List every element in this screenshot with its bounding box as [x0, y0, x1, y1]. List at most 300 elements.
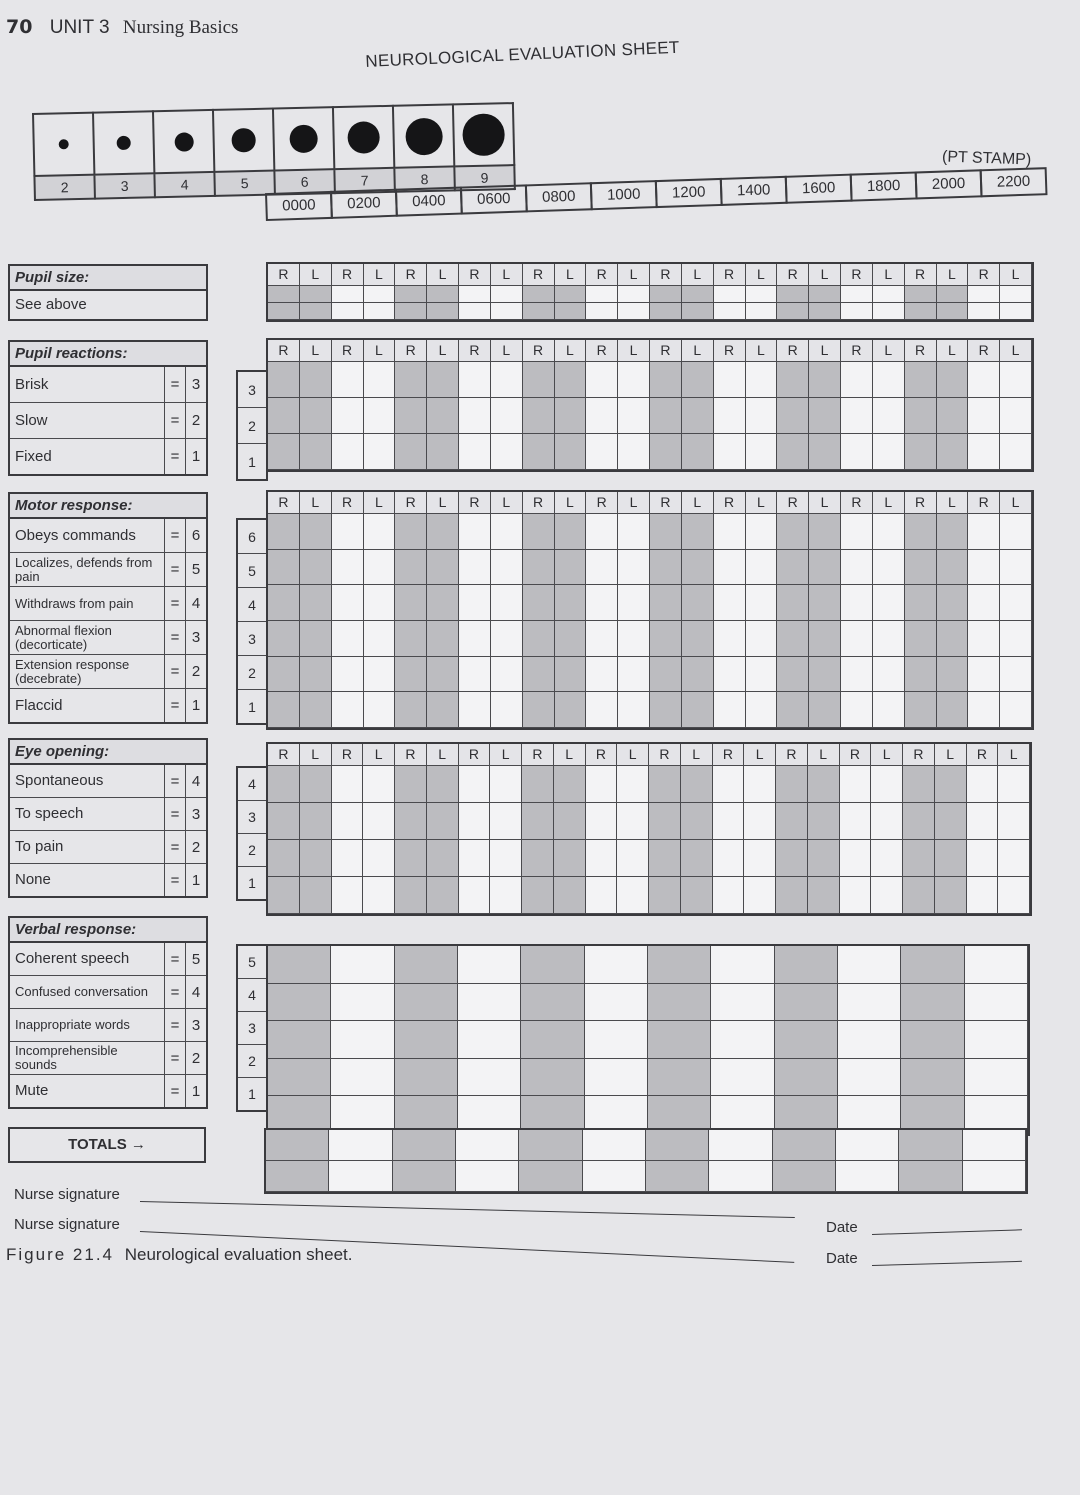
entry-cell[interactable]: [935, 766, 967, 803]
entry-cell[interactable]: [905, 657, 937, 693]
entry-cell[interactable]: [873, 585, 905, 621]
entry-cell[interactable]: [427, 434, 459, 470]
entry-cell[interactable]: [746, 692, 778, 728]
entry-cell[interactable]: [491, 514, 523, 550]
entry-cell[interactable]: [395, 621, 427, 657]
entry-cell[interactable]: [808, 840, 840, 877]
entry-cell[interactable]: [364, 434, 396, 470]
entry-cell[interactable]: [585, 1059, 648, 1097]
entry-cell[interactable]: [650, 303, 682, 320]
entry-cell[interactable]: [744, 803, 776, 840]
entry-cell[interactable]: [648, 984, 711, 1022]
entry-cell[interactable]: [650, 514, 682, 550]
entry-cell[interactable]: [268, 514, 300, 550]
entry-cell[interactable]: [1000, 434, 1032, 470]
entry-cell[interactable]: [521, 946, 584, 984]
entry-cell[interactable]: [266, 1161, 329, 1192]
entry-cell[interactable]: [777, 362, 809, 398]
entry-cell[interactable]: [682, 692, 714, 728]
entry-cell[interactable]: [300, 766, 332, 803]
entry-cell[interactable]: [555, 303, 587, 320]
entry-cell[interactable]: [873, 286, 905, 303]
entry-cell[interactable]: [905, 550, 937, 586]
entry-cell[interactable]: [554, 803, 586, 840]
entry-cell[interactable]: [967, 840, 999, 877]
entry-cell[interactable]: [555, 621, 587, 657]
entry-cell[interactable]: [617, 877, 649, 914]
entry-cell[interactable]: [713, 840, 745, 877]
entry-cell[interactable]: [395, 362, 427, 398]
entry-cell[interactable]: [554, 877, 586, 914]
entry-cell[interactable]: [714, 303, 746, 320]
entry-cell[interactable]: [776, 840, 808, 877]
entry-cell[interactable]: [521, 1021, 584, 1059]
entry-cell[interactable]: [459, 362, 491, 398]
entry-cell[interactable]: [268, 803, 300, 840]
entry-cell[interactable]: [491, 692, 523, 728]
entry-cell[interactable]: [395, 877, 427, 914]
entry-cell[interactable]: [395, 550, 427, 586]
entry-cell[interactable]: [395, 434, 427, 470]
entry-cell[interactable]: [395, 303, 427, 320]
entry-cell[interactable]: [744, 877, 776, 914]
entry-cell[interactable]: [682, 657, 714, 693]
entry-cell[interactable]: [395, 1021, 458, 1059]
entry-cell[interactable]: [522, 803, 554, 840]
entry-cell[interactable]: [456, 1161, 519, 1192]
entry-cell[interactable]: [617, 766, 649, 803]
entry-cell[interactable]: [332, 550, 364, 586]
entry-cell[interactable]: [905, 362, 937, 398]
entry-cell[interactable]: [963, 1130, 1026, 1161]
entry-cell[interactable]: [841, 621, 873, 657]
entry-cell[interactable]: [523, 585, 555, 621]
entry-cell[interactable]: [840, 840, 872, 877]
entry-cell[interactable]: [586, 514, 618, 550]
entry-cell[interactable]: [967, 877, 999, 914]
entry-cell[interactable]: [555, 692, 587, 728]
entry-cell[interactable]: [841, 434, 873, 470]
entry-cell[interactable]: [332, 398, 364, 434]
entry-cell[interactable]: [967, 803, 999, 840]
entry-cell[interactable]: [905, 514, 937, 550]
entry-cell[interactable]: [965, 984, 1028, 1022]
entry-cell[interactable]: [523, 286, 555, 303]
entry-cell[interactable]: [395, 692, 427, 728]
entry-cell[interactable]: [871, 877, 903, 914]
entry-cell[interactable]: [521, 984, 584, 1022]
entry-cell[interactable]: [427, 303, 459, 320]
entry-cell[interactable]: [586, 585, 618, 621]
entry-cell[interactable]: [458, 1059, 521, 1097]
entry-cell[interactable]: [332, 803, 364, 840]
pupil-size-grid[interactable]: [266, 262, 1034, 322]
entry-cell[interactable]: [364, 286, 396, 303]
entry-cell[interactable]: [746, 286, 778, 303]
entry-cell[interactable]: [746, 621, 778, 657]
entry-cell[interactable]: [714, 286, 746, 303]
entry-cell[interactable]: [968, 621, 1000, 657]
entry-cell[interactable]: [585, 946, 648, 984]
entry-cell[interactable]: [714, 621, 746, 657]
entry-cell[interactable]: [458, 946, 521, 984]
entry-cell[interactable]: [709, 1130, 772, 1161]
entry-cell[interactable]: [905, 286, 937, 303]
entry-cell[interactable]: [427, 766, 459, 803]
entry-cell[interactable]: [364, 303, 396, 320]
entry-cell[interactable]: [300, 362, 332, 398]
entry-cell[interactable]: [746, 514, 778, 550]
entry-cell[interactable]: [965, 946, 1028, 984]
entry-cell[interactable]: [523, 621, 555, 657]
entry-cell[interactable]: [332, 434, 364, 470]
entry-cell[interactable]: [714, 692, 746, 728]
entry-cell[interactable]: [682, 434, 714, 470]
entry-cell[interactable]: [427, 362, 459, 398]
entry-cell[interactable]: [459, 514, 491, 550]
entry-cell[interactable]: [682, 621, 714, 657]
entry-cell[interactable]: [300, 657, 332, 693]
entry-cell[interactable]: [456, 1130, 519, 1161]
entry-cell[interactable]: [809, 621, 841, 657]
entry-cell[interactable]: [682, 286, 714, 303]
entry-cell[interactable]: [836, 1130, 899, 1161]
pupil-reactions-grid[interactable]: [266, 338, 1034, 472]
entry-cell[interactable]: [268, 286, 300, 303]
entry-cell[interactable]: [901, 1059, 964, 1097]
entry-cell[interactable]: [968, 434, 1000, 470]
entry-cell[interactable]: [331, 1021, 394, 1059]
entry-cell[interactable]: [586, 550, 618, 586]
entry-cell[interactable]: [519, 1130, 582, 1161]
entry-cell[interactable]: [1000, 514, 1032, 550]
entry-cell[interactable]: [1000, 286, 1032, 303]
entry-cell[interactable]: [395, 286, 427, 303]
entry-cell[interactable]: [968, 362, 1000, 398]
entry-cell[interactable]: [491, 434, 523, 470]
entry-cell[interactable]: [1000, 398, 1032, 434]
entry-cell[interactable]: [555, 434, 587, 470]
entry-cell[interactable]: [617, 803, 649, 840]
entry-cell[interactable]: [838, 946, 901, 984]
entry-cell[interactable]: [491, 585, 523, 621]
entry-cell[interactable]: [649, 766, 681, 803]
entry-cell[interactable]: [618, 657, 650, 693]
verbal-response-grid[interactable]: [266, 944, 1030, 1136]
entry-cell[interactable]: [903, 840, 935, 877]
entry-cell[interactable]: [905, 621, 937, 657]
entry-cell[interactable]: [555, 286, 587, 303]
entry-cell[interactable]: [681, 840, 713, 877]
entry-cell[interactable]: [268, 984, 331, 1022]
entry-cell[interactable]: [618, 362, 650, 398]
entry-cell[interactable]: [809, 362, 841, 398]
entry-cell[interactable]: [649, 803, 681, 840]
entry-cell[interactable]: [746, 550, 778, 586]
entry-cell[interactable]: [300, 803, 332, 840]
entry-cell[interactable]: [681, 877, 713, 914]
entry-cell[interactable]: [266, 1130, 329, 1161]
entry-cell[interactable]: [459, 585, 491, 621]
entry-cell[interactable]: [998, 766, 1030, 803]
entry-cell[interactable]: [808, 803, 840, 840]
entry-cell[interactable]: [618, 286, 650, 303]
entry-cell[interactable]: [459, 766, 491, 803]
entry-cell[interactable]: [935, 877, 967, 914]
entry-cell[interactable]: [364, 692, 396, 728]
entry-cell[interactable]: [841, 398, 873, 434]
entry-cell[interactable]: [427, 621, 459, 657]
totals-grid[interactable]: [264, 1128, 1028, 1194]
entry-cell[interactable]: [268, 766, 300, 803]
entry-cell[interactable]: [1000, 621, 1032, 657]
entry-cell[interactable]: [841, 550, 873, 586]
entry-cell[interactable]: [618, 434, 650, 470]
entry-cell[interactable]: [838, 1059, 901, 1097]
entry-cell[interactable]: [522, 840, 554, 877]
date-1-line[interactable]: [872, 1229, 1022, 1235]
entry-cell[interactable]: [555, 657, 587, 693]
entry-cell[interactable]: [775, 1021, 838, 1059]
entry-cell[interactable]: [300, 621, 332, 657]
entry-cell[interactable]: [937, 692, 969, 728]
entry-cell[interactable]: [491, 621, 523, 657]
entry-cell[interactable]: [586, 657, 618, 693]
entry-cell[interactable]: [648, 946, 711, 984]
entry-cell[interactable]: [268, 362, 300, 398]
eye-opening-grid[interactable]: [266, 742, 1032, 916]
entry-cell[interactable]: [586, 766, 618, 803]
entry-cell[interactable]: [746, 585, 778, 621]
entry-cell[interactable]: [522, 766, 554, 803]
entry-cell[interactable]: [809, 286, 841, 303]
entry-cell[interactable]: [459, 621, 491, 657]
entry-cell[interactable]: [395, 766, 427, 803]
entry-cell[interactable]: [646, 1130, 709, 1161]
entry-cell[interactable]: [586, 877, 618, 914]
entry-cell[interactable]: [840, 877, 872, 914]
entry-cell[interactable]: [364, 621, 396, 657]
entry-cell[interactable]: [332, 766, 364, 803]
entry-cell[interactable]: [459, 803, 491, 840]
entry-cell[interactable]: [523, 657, 555, 693]
entry-cell[interactable]: [937, 434, 969, 470]
motor-response-grid[interactable]: [266, 490, 1034, 730]
entry-cell[interactable]: [268, 550, 300, 586]
entry-cell[interactable]: [459, 877, 491, 914]
entry-cell[interactable]: [329, 1161, 392, 1192]
entry-cell[interactable]: [618, 514, 650, 550]
entry-cell[interactable]: [618, 398, 650, 434]
entry-cell[interactable]: [427, 692, 459, 728]
entry-cell[interactable]: [268, 877, 300, 914]
entry-cell[interactable]: [523, 550, 555, 586]
entry-cell[interactable]: [935, 803, 967, 840]
entry-cell[interactable]: [555, 514, 587, 550]
entry-cell[interactable]: [459, 286, 491, 303]
entry-cell[interactable]: [618, 585, 650, 621]
entry-cell[interactable]: [776, 766, 808, 803]
entry-cell[interactable]: [395, 946, 458, 984]
entry-cell[interactable]: [871, 766, 903, 803]
entry-cell[interactable]: [491, 398, 523, 434]
entry-cell[interactable]: [268, 303, 300, 320]
entry-cell[interactable]: [777, 621, 809, 657]
entry-cell[interactable]: [555, 362, 587, 398]
entry-cell[interactable]: [523, 362, 555, 398]
entry-cell[interactable]: [1000, 585, 1032, 621]
entry-cell[interactable]: [681, 803, 713, 840]
entry-cell[interactable]: [809, 692, 841, 728]
entry-cell[interactable]: [776, 803, 808, 840]
entry-cell[interactable]: [519, 1161, 582, 1192]
entry-cell[interactable]: [905, 434, 937, 470]
entry-cell[interactable]: [809, 514, 841, 550]
entry-cell[interactable]: [459, 434, 491, 470]
entry-cell[interactable]: [523, 434, 555, 470]
entry-cell[interactable]: [777, 434, 809, 470]
entry-cell[interactable]: [393, 1130, 456, 1161]
entry-cell[interactable]: [300, 286, 332, 303]
entry-cell[interactable]: [873, 514, 905, 550]
entry-cell[interactable]: [522, 877, 554, 914]
entry-cell[interactable]: [903, 803, 935, 840]
entry-cell[interactable]: [331, 984, 394, 1022]
entry-cell[interactable]: [775, 1059, 838, 1097]
entry-cell[interactable]: [809, 657, 841, 693]
entry-cell[interactable]: [1000, 303, 1032, 320]
entry-cell[interactable]: [555, 398, 587, 434]
entry-cell[interactable]: [714, 398, 746, 434]
entry-cell[interactable]: [650, 550, 682, 586]
entry-cell[interactable]: [586, 621, 618, 657]
entry-cell[interactable]: [937, 362, 969, 398]
entry-cell[interactable]: [332, 303, 364, 320]
entry-cell[interactable]: [268, 1059, 331, 1097]
entry-cell[interactable]: [618, 692, 650, 728]
entry-cell[interactable]: [617, 840, 649, 877]
entry-cell[interactable]: [873, 657, 905, 693]
entry-cell[interactable]: [935, 840, 967, 877]
entry-cell[interactable]: [586, 303, 618, 320]
entry-cell[interactable]: [873, 362, 905, 398]
entry-cell[interactable]: [490, 840, 522, 877]
entry-cell[interactable]: [873, 692, 905, 728]
entry-cell[interactable]: [777, 550, 809, 586]
entry-cell[interactable]: [775, 984, 838, 1022]
entry-cell[interactable]: [713, 877, 745, 914]
entry-cell[interactable]: [300, 514, 332, 550]
entry-cell[interactable]: [268, 585, 300, 621]
entry-cell[interactable]: [777, 398, 809, 434]
entry-cell[interactable]: [714, 434, 746, 470]
entry-cell[interactable]: [363, 840, 395, 877]
entry-cell[interactable]: [427, 514, 459, 550]
entry-cell[interactable]: [998, 803, 1030, 840]
entry-cell[interactable]: [586, 803, 618, 840]
entry-cell[interactable]: [711, 946, 774, 984]
entry-cell[interactable]: [968, 585, 1000, 621]
entry-cell[interactable]: [554, 766, 586, 803]
entry-cell[interactable]: [841, 692, 873, 728]
date-2-line[interactable]: [872, 1261, 1022, 1266]
entry-cell[interactable]: [300, 303, 332, 320]
entry-cell[interactable]: [937, 621, 969, 657]
entry-cell[interactable]: [650, 398, 682, 434]
entry-cell[interactable]: [393, 1161, 456, 1192]
entry-cell[interactable]: [809, 303, 841, 320]
entry-cell[interactable]: [364, 550, 396, 586]
entry-cell[interactable]: [899, 1130, 962, 1161]
entry-cell[interactable]: [871, 803, 903, 840]
entry-cell[interactable]: [682, 514, 714, 550]
entry-cell[interactable]: [937, 398, 969, 434]
entry-cell[interactable]: [332, 840, 364, 877]
entry-cell[interactable]: [332, 362, 364, 398]
entry-cell[interactable]: [523, 398, 555, 434]
entry-cell[interactable]: [873, 621, 905, 657]
entry-cell[interactable]: [427, 585, 459, 621]
entry-cell[interactable]: [300, 840, 332, 877]
entry-cell[interactable]: [395, 1059, 458, 1097]
entry-cell[interactable]: [841, 362, 873, 398]
entry-cell[interactable]: [427, 803, 459, 840]
entry-cell[interactable]: [777, 692, 809, 728]
entry-cell[interactable]: [682, 398, 714, 434]
entry-cell[interactable]: [998, 840, 1030, 877]
entry-cell[interactable]: [873, 303, 905, 320]
entry-cell[interactable]: [395, 803, 427, 840]
entry-cell[interactable]: [905, 303, 937, 320]
entry-cell[interactable]: [998, 877, 1030, 914]
entry-cell[interactable]: [744, 840, 776, 877]
entry-cell[interactable]: [773, 1130, 836, 1161]
entry-cell[interactable]: [711, 1059, 774, 1097]
entry-cell[interactable]: [491, 286, 523, 303]
entry-cell[interactable]: [841, 585, 873, 621]
entry-cell[interactable]: [491, 657, 523, 693]
entry-cell[interactable]: [332, 585, 364, 621]
entry-cell[interactable]: [714, 585, 746, 621]
entry-cell[interactable]: [744, 766, 776, 803]
entry-cell[interactable]: [873, 550, 905, 586]
entry-cell[interactable]: [395, 840, 427, 877]
entry-cell[interactable]: [682, 362, 714, 398]
entry-cell[interactable]: [268, 840, 300, 877]
entry-cell[interactable]: [268, 657, 300, 693]
entry-cell[interactable]: [427, 398, 459, 434]
entry-cell[interactable]: [905, 585, 937, 621]
entry-cell[interactable]: [618, 303, 650, 320]
entry-cell[interactable]: [968, 692, 1000, 728]
entry-cell[interactable]: [841, 657, 873, 693]
entry-cell[interactable]: [523, 514, 555, 550]
entry-cell[interactable]: [395, 657, 427, 693]
entry-cell[interactable]: [871, 840, 903, 877]
entry-cell[interactable]: [523, 303, 555, 320]
entry-cell[interactable]: [583, 1161, 646, 1192]
entry-cell[interactable]: [459, 550, 491, 586]
entry-cell[interactable]: [364, 362, 396, 398]
entry-cell[interactable]: [901, 1021, 964, 1059]
entry-cell[interactable]: [968, 657, 1000, 693]
entry-cell[interactable]: [714, 514, 746, 550]
entry-cell[interactable]: [332, 657, 364, 693]
entry-cell[interactable]: [775, 946, 838, 984]
entry-cell[interactable]: [490, 877, 522, 914]
entry-cell[interactable]: [714, 362, 746, 398]
entry-cell[interactable]: [618, 621, 650, 657]
